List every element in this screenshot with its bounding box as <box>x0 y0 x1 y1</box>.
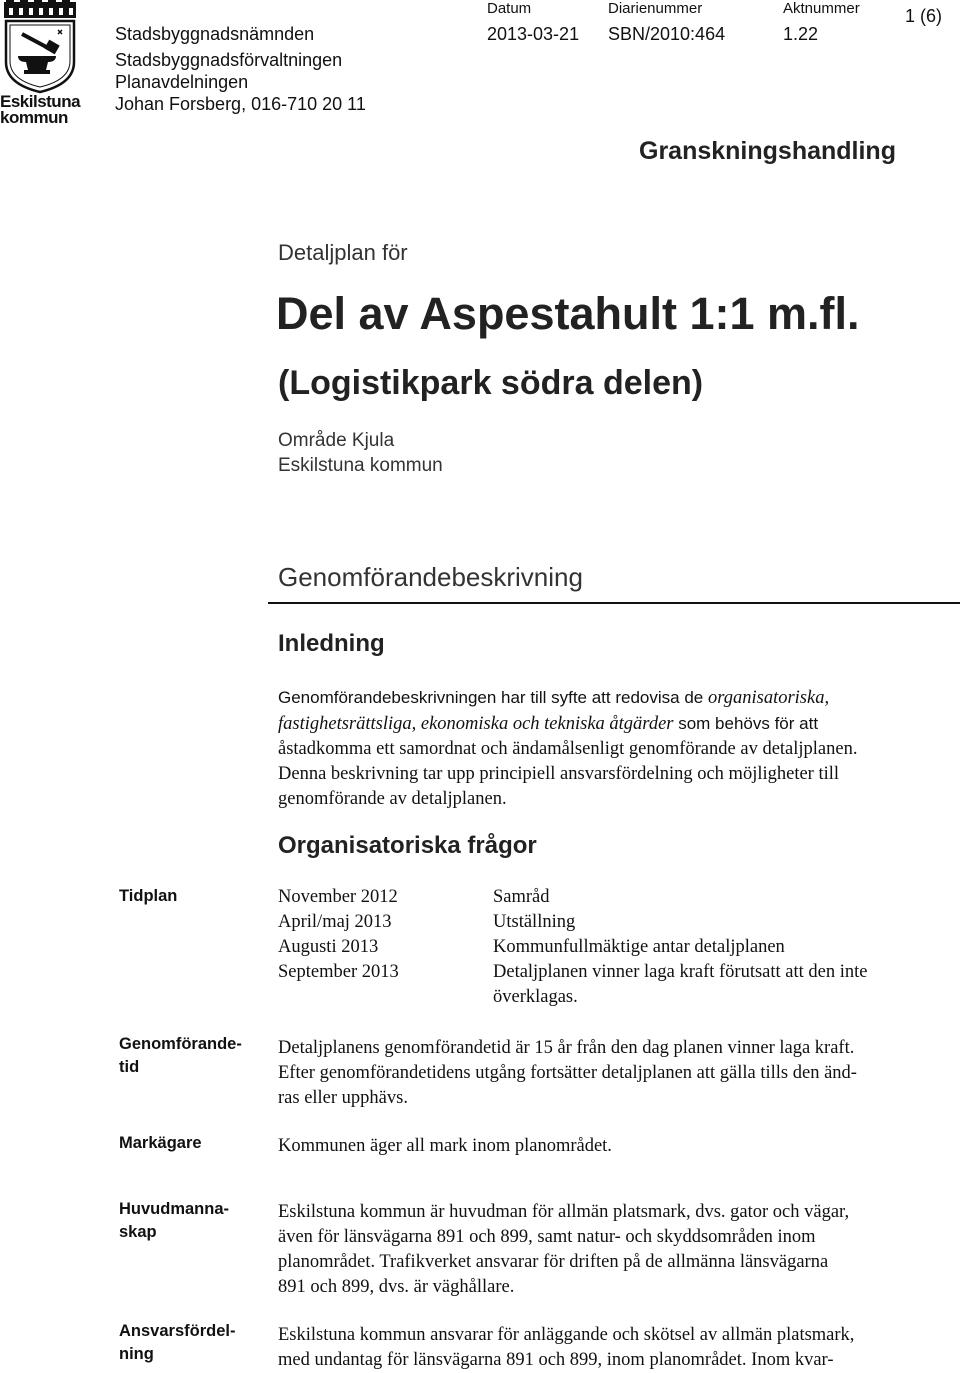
genomforandetid-label <box>119 1033 242 1079</box>
sender-contact: Johan Forsberg, 016-710 20 11 <box>115 94 366 114</box>
text-line: med undantag för länsvägarna 891 och 899, inom planområdet. Inom kvar- <box>278 1350 834 1370</box>
intro-paragraph <box>278 685 938 812</box>
label-line: Ansvarsfördel- <box>119 1322 236 1340</box>
label-line: Genomförande- <box>119 1035 242 1053</box>
org-heading: Organisatoriska frågor <box>278 832 537 859</box>
text-line: även för länsvägarna 891 och 899, samt natur- och skyddsområden inom <box>278 1227 816 1247</box>
intro-line <box>278 711 938 737</box>
intro-heading: Inledning <box>278 630 385 657</box>
label-line: Huvudmanna- <box>119 1200 230 1218</box>
tidplan-what: Samråd <box>493 887 550 907</box>
sender-department: Planavdelningen <box>115 72 249 92</box>
logo-name-line-1: Eskilstuna <box>0 92 81 111</box>
tidplan-what: Kommunfullmäktige antar detaljplanen <box>493 937 785 957</box>
plan-prefix: Detaljplan för <box>278 240 408 265</box>
page-number: 1 (6) <box>905 6 943 26</box>
text-line: Eskilstuna kommun ansvarar för anläggande och skötsel av allmän platsmark, <box>278 1325 855 1345</box>
diary-value: SBN/2010:464 <box>608 24 726 44</box>
plan-subtitle: (Logistikpark södra delen) <box>278 364 704 402</box>
label-line: skap <box>119 1223 157 1241</box>
tidplan-when: November 2012 <box>278 887 398 907</box>
intro-run: fastighetsrättsliga, ekonomiska och tekniska åtgärder <box>278 714 674 734</box>
text-line: Eskilstuna kommun är huvudman för allmän platsmark, dvs. gator och vägar, <box>278 1202 850 1222</box>
intro-line <box>278 737 938 762</box>
diary-label: Diarienummer <box>608 0 703 17</box>
tidplan-when: April/maj 2013 <box>278 912 392 932</box>
sender-board: Stadsbyggnadsnämnden <box>115 24 315 44</box>
intro-line <box>278 787 938 812</box>
tidplan-what: överklagas. <box>493 987 578 1007</box>
plan-title: Del av Aspestahult 1:1 m.fl. <box>276 288 860 339</box>
markagare-text <box>278 1134 948 1159</box>
text-line: Kommunen äger all mark inom planområdet. <box>278 1136 612 1156</box>
date-value: 2013-03-21 <box>487 24 580 44</box>
intro-run: åstadkomma ett samordnat och ändamålsenligt genomförande av detaljplanen. <box>278 739 858 759</box>
sender-administration: Stadsbyggnadsförvaltningen <box>115 50 343 70</box>
label-line: tid <box>119 1058 140 1076</box>
plan-area: Område Kjula <box>278 430 395 451</box>
date-label: Datum <box>487 0 532 17</box>
intro-run: genomförande av detaljplanen. <box>278 789 507 809</box>
genomforandetid-text <box>278 1036 948 1111</box>
section-title: Genomförandebeskrivning <box>278 562 583 592</box>
logo-name-line-2: kommun <box>0 108 68 127</box>
text-line: Efter genomförandetidens utgång fortsätter detaljplanen att gälla tills den änd- <box>278 1063 857 1083</box>
section-divider <box>268 602 960 604</box>
tidplan-when: Augusti 2013 <box>278 937 379 957</box>
plan-municipality: Eskilstuna kommun <box>278 455 443 476</box>
intro-run: organisatoriska, <box>707 688 830 708</box>
markagare-label <box>119 1132 202 1155</box>
tidplan-what: Detaljplanen vinner laga kraft förutsatt att den inte <box>493 962 868 982</box>
tidplan-what: Utställning <box>493 912 576 932</box>
text-line: Detaljplanens genomförandetid är 15 år från den dag planen vinner laga kraft. <box>278 1038 855 1058</box>
act-value: 1.22 <box>783 24 819 44</box>
document-status: Granskningshandling <box>639 137 896 165</box>
huvudmannaskap-label <box>119 1198 229 1244</box>
label-line: ning <box>119 1345 154 1363</box>
intro-run: Denna beskrivning tar upp principiell ansvarsfördelning och möjligheter till <box>278 764 840 784</box>
intro-line <box>278 685 938 711</box>
act-label: Aktnummer <box>783 0 860 17</box>
tidplan-label: Tidplan <box>119 887 178 905</box>
text-line: ras eller upphävs. <box>278 1088 408 1108</box>
tidplan-when: September 2013 <box>278 962 399 982</box>
intro-run: som behövs för att <box>673 714 819 733</box>
ansvar-text <box>278 1323 948 1373</box>
label-line: Markägare <box>119 1134 202 1152</box>
intro-run: Genomförandebeskrivningen har till syfte att redovisa de <box>278 688 708 707</box>
ansvar-label <box>119 1320 235 1366</box>
intro-line <box>278 762 938 787</box>
text-line: planområdet. Trafikverket ansvarar för driften på de allmänna länsvägarna <box>278 1252 829 1272</box>
huvudmannaskap-text <box>278 1200 948 1300</box>
text-line: 891 och 899, dvs. är väghållare. <box>278 1277 515 1297</box>
